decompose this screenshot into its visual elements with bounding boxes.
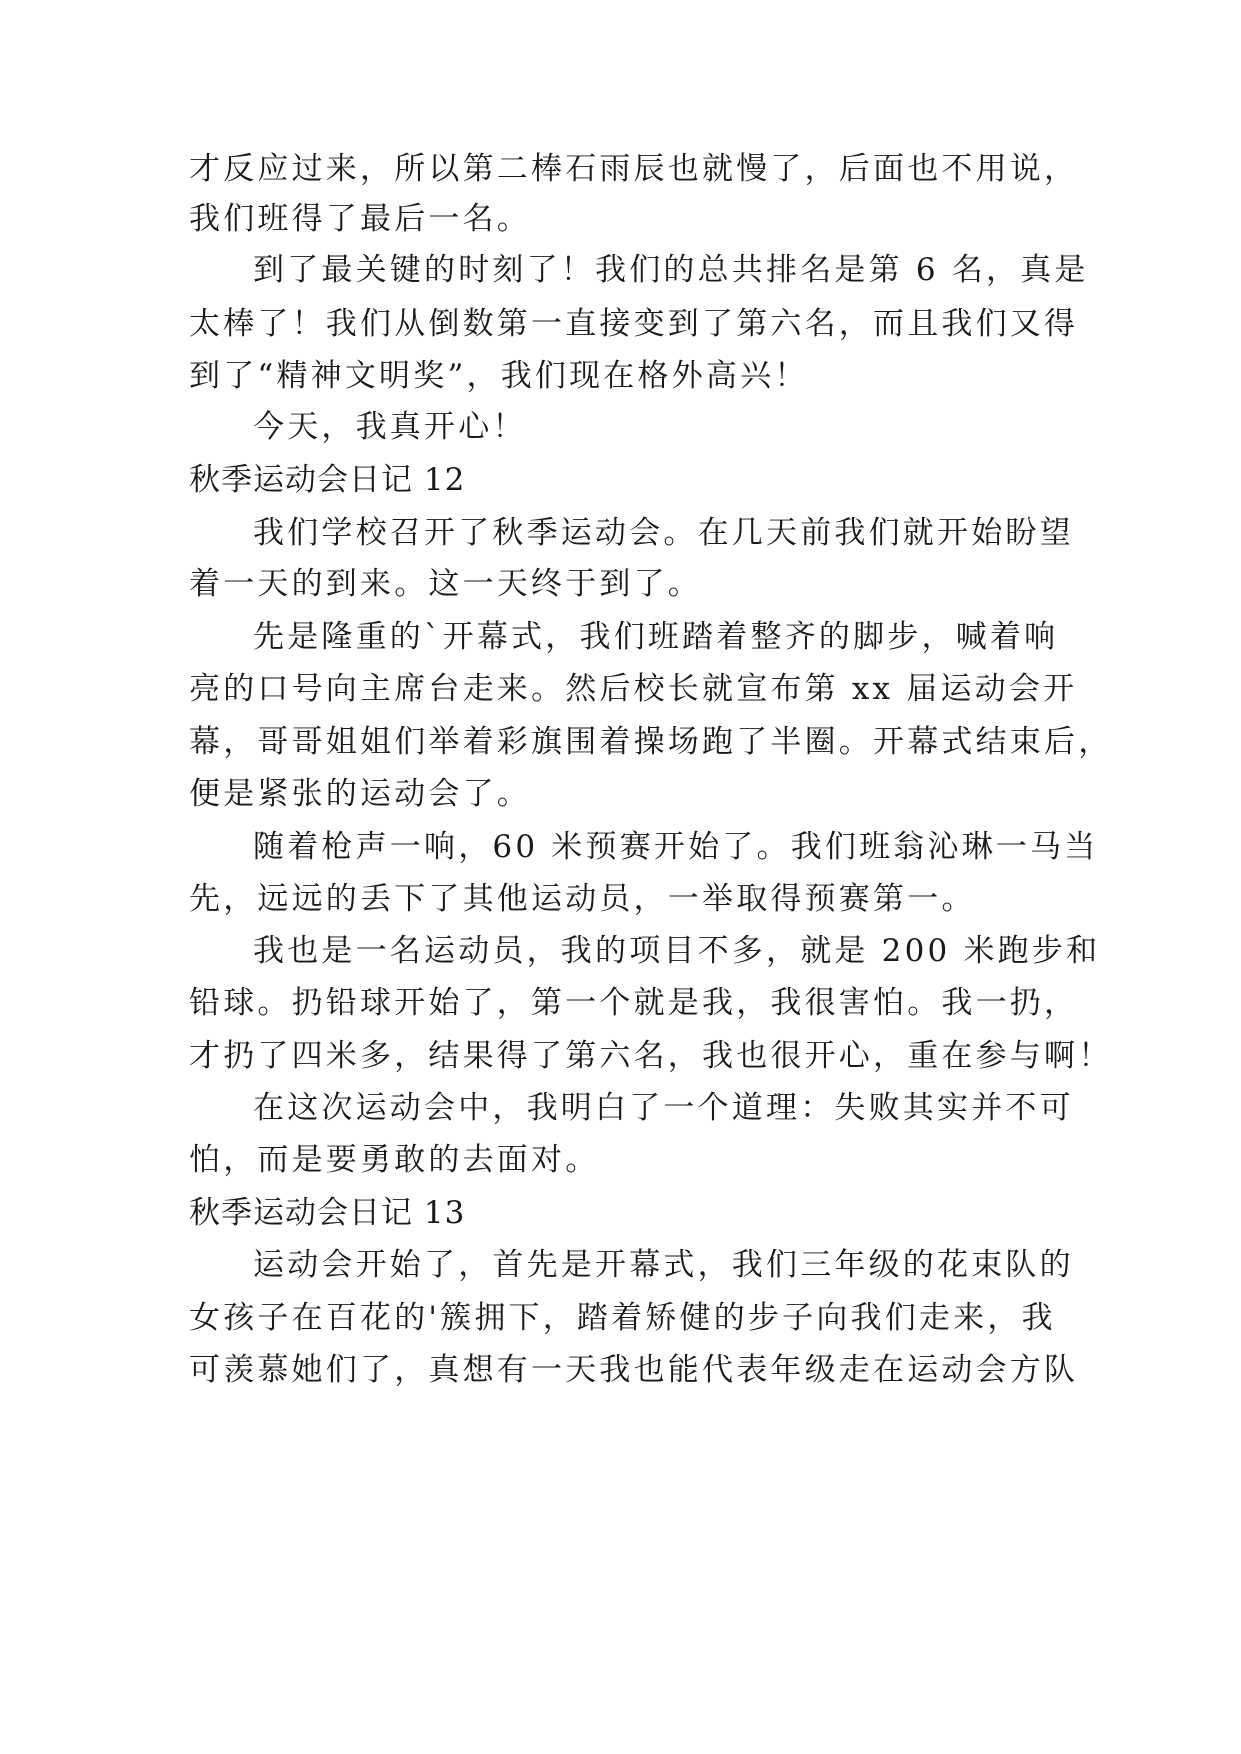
text-line: 到了最关键的时刻了！我们的总共排名是第 6 名，真是 bbox=[253, 252, 1089, 288]
text-line: 我也是一名运动员，我的项目不多，就是 200 米跑步和 bbox=[253, 933, 1101, 969]
text-line: 今天，我真开心！ bbox=[253, 409, 527, 445]
text-line: 在这次运动会中，我明白了一个道理：失败其实并不可 bbox=[253, 1090, 1074, 1126]
section-heading: 秋季运动会日记 12 bbox=[189, 462, 466, 498]
text-line: 铅球。扔铅球开始了，第一个就是我，我很害怕。我一扔， bbox=[189, 985, 1079, 1021]
text-line: 才扔了四米多，结果得了第六名，我也很开心，重在参与啊！ bbox=[189, 1038, 1113, 1074]
text-line: 随着枪声一响，60 米预赛开始了。我们班翁沁琳一马当 bbox=[253, 829, 1099, 865]
text-line: 便是紧张的运动会了。 bbox=[189, 776, 531, 812]
text-line: 怕，而是要勇敢的去面对。 bbox=[189, 1142, 600, 1178]
text-line: 可羡慕她们了，真想有一天我也能代表年级走在运动会方队 bbox=[189, 1352, 1079, 1388]
text-line: 到了“精神文明奖”，我们现在格外高兴！ bbox=[189, 358, 809, 394]
text-line: 先是隆重的`开幕式，我们班踏着整齐的脚步，喊着响 bbox=[253, 619, 1059, 655]
text-line: 才反应过来，所以第二棒石雨辰也就慢了，后面也不用说， bbox=[189, 151, 1079, 187]
text-line: 着一天的到来。这一天终于到了。 bbox=[189, 566, 702, 602]
text-line: 太棒了！我们从倒数第一直接变到了第六名，而且我们又得 bbox=[189, 306, 1079, 342]
text-line: 我们学校召开了秋季运动会。在几天前我们就开始盼望 bbox=[253, 515, 1074, 551]
text-line: 女孩子在百花的'簇拥下，踏着矫健的步子向我们走来，我 bbox=[189, 1300, 1056, 1336]
text-line: 先，远远的丢下了其他运动员，一举取得预赛第一。 bbox=[189, 881, 976, 917]
text-line: 运动会开始了，首先是开幕式，我们三年级的花束队的 bbox=[253, 1247, 1074, 1283]
section-heading: 秋季运动会日记 13 bbox=[189, 1195, 466, 1231]
text-line: 亮的口号向主席台走来。然后校长就宣布第 xx 届运动会开 bbox=[189, 671, 1078, 707]
text-line: 幕，哥哥姐姐们举着彩旗围着操场跑了半圈。开幕式结束后， bbox=[189, 724, 1113, 760]
text-line: 我们班得了最后一名。 bbox=[189, 201, 531, 237]
